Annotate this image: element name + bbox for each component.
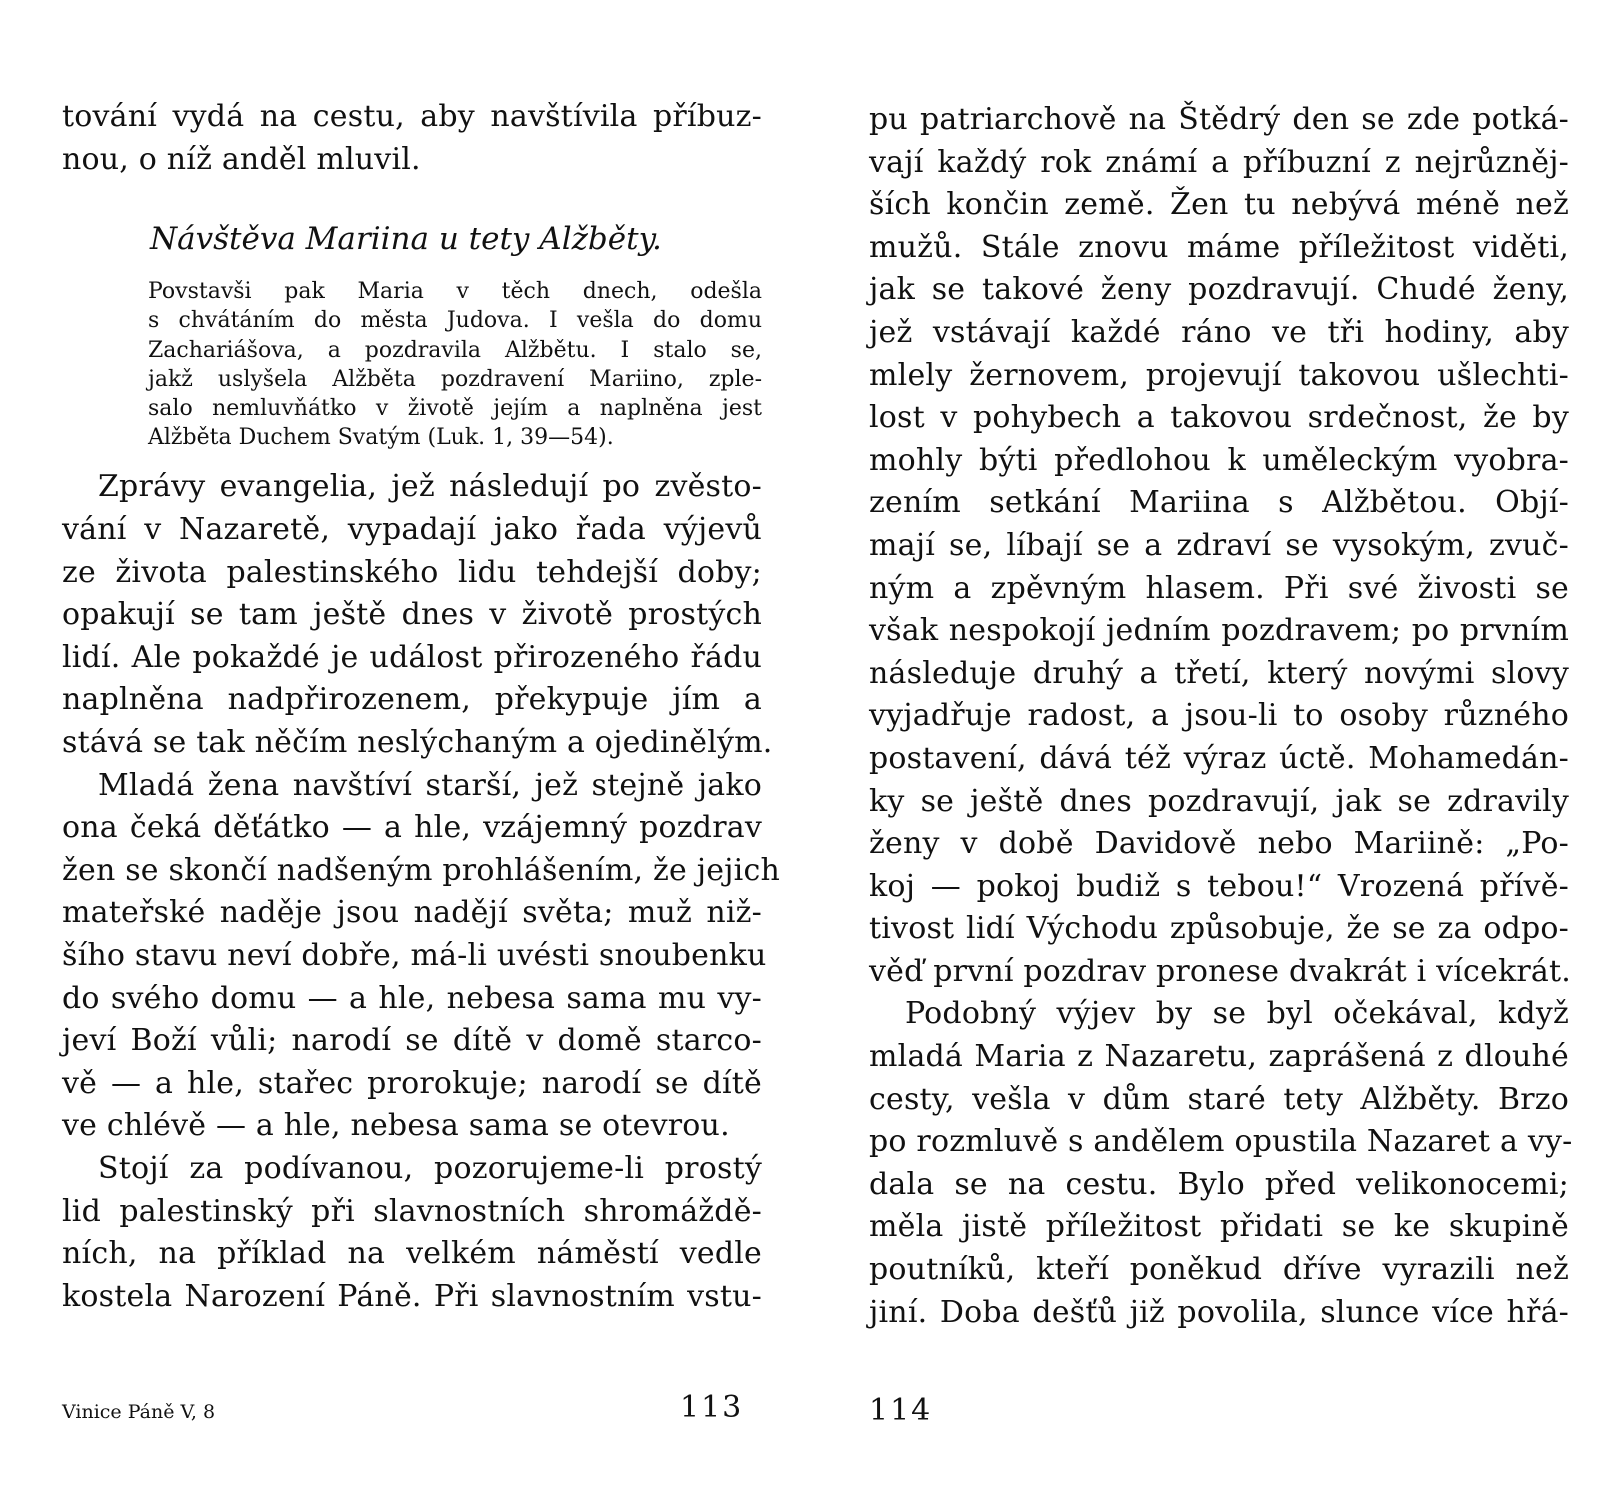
text-line: nou, o níž anděl mluvil. — [62, 141, 421, 177]
text-line: opakují se tam ještě dnes v životě prostých — [62, 597, 762, 633]
paragraph — [62, 765, 780, 1148]
quote-line: salo nemluvňátko v životě jejím a naplněna jest — [148, 396, 762, 421]
text-line: vání v Nazaretě, vypadají jako řada výjevů — [62, 512, 762, 547]
text-line: postavení, dává též výraz úctě. Mohamedán- — [869, 740, 1569, 776]
text-line: tování vydá na cestu, aby navštívila příbuz- — [62, 99, 762, 134]
text-line: ným a zpěvným hlasem. Při své živosti se — [869, 570, 1569, 606]
quote-line: s chvátáním do města Judova. I vešla do domu — [148, 308, 762, 334]
text-line: jeví Boží vůli; narodí se dítě v domě starco- — [62, 1023, 762, 1059]
text-line: naplněna nadpřirozenem, překypuje jím a — [62, 682, 762, 718]
quote-line: Zachariášova, a pozdravila Alžbětu. I stalo se, — [148, 337, 762, 363]
text-line: mladá Maria z Nazaretu, zaprášená z dlouhé — [869, 1039, 1569, 1075]
text-line: po rozmluvě s andělem opustila Nazaret a vy- — [869, 1124, 1573, 1160]
text-line: ších končin země. Žen tu nebývá méně než — [869, 187, 1569, 223]
quote-line: Alžběta Duchem Svatým (Luk. 1, 39—54). — [148, 425, 614, 451]
page-number: 114 — [869, 1393, 933, 1428]
text-line: mateřské naděje jsou nadějí světa; muž niž- — [62, 895, 762, 931]
text-line: koj — pokoj budiž s tebou!“ Vrozená přívě- — [869, 868, 1569, 904]
text-line: vají každý rok známí a příbuzní z nejrůzněj- — [869, 144, 1569, 180]
text-line: mlely žernovem, projevují takovou ušlechti- — [869, 357, 1569, 393]
text-line: ona čeká děťátko — a hle, vzájemný pozdrav — [62, 810, 762, 846]
text-line: lidí. Ale pokaždé je událost přirozeného řádu — [62, 639, 762, 675]
text-line: však nespokojí jedním pozdravem; po prvním — [869, 613, 1569, 649]
paragraph — [869, 99, 1572, 993]
text-line: měla jistě příležitost přidati se ke skupině — [869, 1209, 1569, 1245]
text-line: poutníků, kteří poněkud dříve vyrazili než — [869, 1252, 1569, 1288]
text-line: jež vstávají každé ráno ve tři hodiny, aby — [869, 314, 1569, 350]
text-line: cesty, vešla v dům staré tety Alžběty. Brzo — [869, 1081, 1569, 1117]
text-line: šího stavu neví dobře, má-li uvésti snoubenku — [62, 937, 767, 973]
text-line: žen se skončí nadšeným prohlášením, že jejich — [62, 852, 780, 888]
text-line: ky se ještě dnes pozdravují, jak se zdravily — [869, 783, 1569, 819]
text-line: Mladá žena navštíví starší, jež stejně jako — [98, 767, 762, 803]
text-line: mužů. Stále znovu máme příležitost viděti, — [869, 229, 1569, 265]
text-line: lid palestinský při slavnostních shromáždě- — [62, 1193, 762, 1229]
printer-signature: Vinice Páně V, 8 — [62, 1401, 216, 1423]
right-page-text-column — [869, 99, 1573, 1334]
text-line: dala se na cestu. Bylo před velikonocemi; — [869, 1166, 1569, 1202]
text-line: jak se takové ženy pozdravují. Chudé ženy, — [869, 272, 1569, 308]
text-line: Stojí za podívanou, pozorujeme-li prostý — [98, 1150, 762, 1186]
left-page-text-column — [62, 96, 780, 1318]
right-page — [809, 0, 1618, 1500]
text-line: ze života palestinského lidu tehdejší doby; — [62, 554, 762, 590]
quote-line: Povstavši pak Maria v těch dnech, odešla — [148, 279, 762, 305]
text-line: tivost lidí Východu způsobuje, že se za odpo- — [869, 911, 1569, 947]
text-line: do svého domu — a hle, nebesa sama mu vy- — [62, 980, 762, 1016]
text-line: kostela Narození Páně. Při slavnostním vstu- — [62, 1278, 762, 1314]
text-line: pu patriarchově na Štědrý den se zde potká- — [869, 102, 1569, 137]
scripture-quote — [148, 277, 762, 452]
text-line: vě — a hle, stařec prorokuje; narodí se dítě — [62, 1065, 762, 1101]
text-line: stává se tak něčím neslýchaným a ojedinělým. — [62, 724, 773, 760]
text-line: mají se, líbají se a zdraví se vysokým, zvuč- — [869, 527, 1569, 563]
text-line: ve chlévě — a hle, nebesa sama se otevrou. — [62, 1108, 730, 1144]
quote-line: jakž uslyšela Alžběta pozdravení Mariino, zple- — [148, 366, 762, 392]
text-line: následuje druhý a třetí, který novými slovy — [869, 655, 1569, 691]
text-line: jiní. Doba dešťů již povolila, slunce více hřá- — [869, 1294, 1569, 1330]
paragraph — [62, 466, 773, 764]
text-line: věď první pozdrav pronese dvakrát i vícekrát. — [869, 953, 1572, 989]
text-line: ženy v době Davidově nebo Mariině: „Po- — [869, 826, 1569, 862]
page-number: 113 — [680, 1390, 744, 1425]
text-line: zením setkání Mariina s Alžbětou. Objí- — [869, 485, 1569, 521]
text-line: ních, na příklad na velkém náměstí vedle — [62, 1236, 762, 1272]
paragraph — [869, 993, 1573, 1334]
text-line: lost v pohybech a takovou srdečnost, že by — [869, 400, 1569, 436]
section-heading: Návštěva Mariina u tety Alžběty. — [150, 221, 662, 258]
paragraph — [62, 1148, 762, 1318]
text-line: Podobný výjev by se byl očekával, když — [905, 996, 1569, 1032]
text-line: mohly býti předlohou k uměleckým vyobra- — [869, 442, 1569, 478]
text-line: vyjadřuje radost, a jsou-li to osoby různého — [869, 698, 1569, 734]
text-line: Zprávy evangelia, jež následují po zvěsto- — [98, 469, 762, 505]
opening-continuation — [62, 96, 762, 181]
